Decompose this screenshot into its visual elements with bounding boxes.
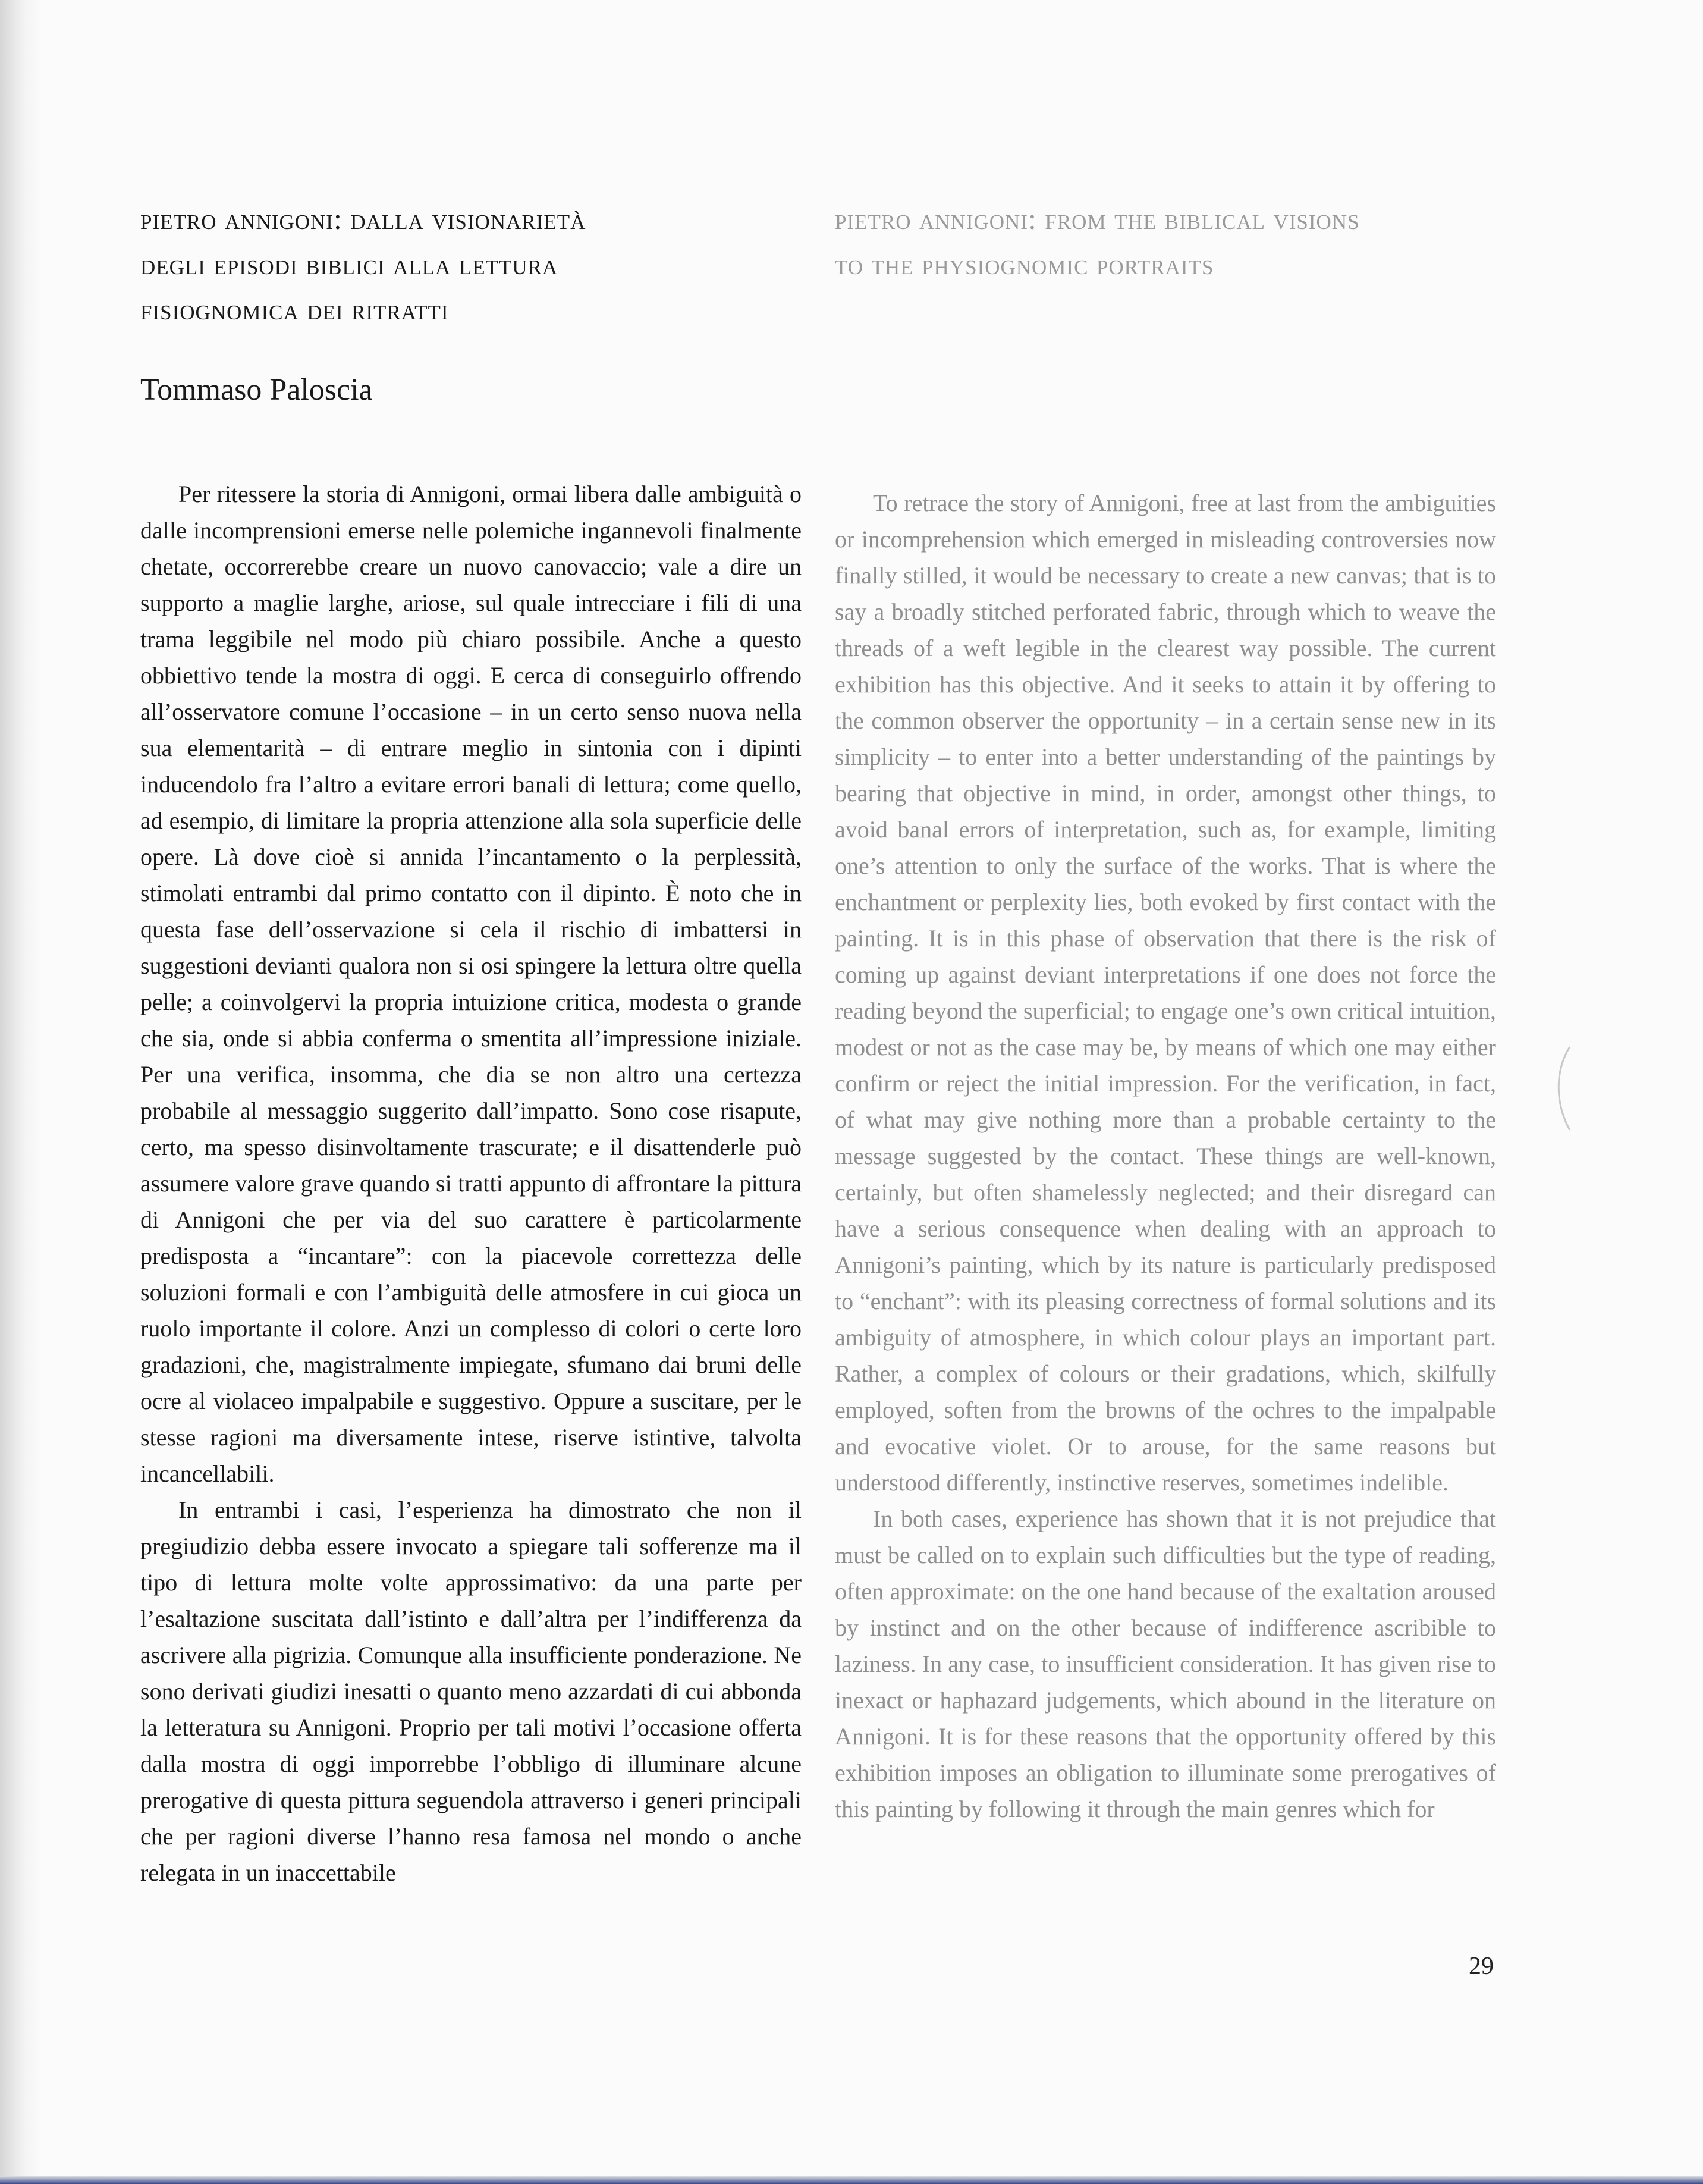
italian-title bbox=[140, 196, 802, 332]
english-body bbox=[835, 485, 1496, 1827]
english-paragraph: To retrace the story of Annigoni, free at last from the ambiguities or incomprehension which emerged in misleading controversies now finally stilled, it would be necessary to create a new canvas; that is to say a broadly stitched perforated fabric, through which to weave the threads of a weft legible in the clearest way possible. The current exhibition has this objective. And it seeks to attain it by offering to the common observer the opportunity – in a certain sense new in its simplicity – to enter into a better understanding of the paintings by bearing that objective in mind, in order, amongst other things, to avoid banal errors of interpretation, such as, for example, limiting one’s attention to only the surface of the works. That is where the enchantment or perplexity lies, both evoked by first contact with the painting. It is in this phase of observation that there is the risk of coming up against deviant interpretations if one does not force the reading beyond the superficial; to engage one’s own critical intuition, modest or not as the case may be, by means of which one may either confirm or reject the initial impression. For the verification, in fact, of what may give nothing more than a probable certainty to the message suggested by the contact. These things are well-known, certainly, but often shamelessly neglected; and their disregard can have a serious consequence when dealing with an approach to Annigoni’s painting, which by its nature is particularly predisposed to “enchant”: with its pleasing correctness of formal solutions and its ambiguity of atmosphere, in which colour plays an important part. Rather, a complex of colours or their gradations, which, skilfully employed, soften from the browns of the ochres to the impalpable and evocative violet. Or to arouse, for the same reasons but understood differently, instinctive reserves, sometimes indelible. bbox=[835, 489, 1496, 1496]
page-curl-mark bbox=[1552, 1044, 1576, 1133]
italian-column bbox=[140, 196, 802, 1886]
english-title bbox=[835, 196, 1496, 287]
page-gutter-shadow bbox=[0, 0, 42, 2184]
page-number: 29 bbox=[1469, 1953, 1494, 1980]
page-bottom-edge bbox=[0, 2176, 1703, 2184]
italian-paragraph: Per ritessere la storia di Annigoni, ormai libera dalle ambiguità o dalle incomprensioni emerse nelle polemiche ingannevoli finalmente chetate, occorrerebbe creare un nuovo canovaccio; vale a dire un supporto a maglie larghe, ariose, sul quale intrecciare i fili di una trama leggibile nel modo più chiaro possibile. Anche a questo obbiettivo tende la mostra di oggi. E cerca di conseguirlo offrendo all’osservatore comune l’occasione – in un certo senso nuova nella sua elementarità – di entrare meglio in sintonia con i dipinti inducendolo fra l’altro a evitare errori banali di lettura; come quello, ad esempio, di limitare la propria attenzione alla sola superficie delle opere. Là dove cioè si annida l’incantamento o la perplessità, stimolati entrambi dal primo contatto con il dipinto. È noto che in questa fase dell’osservazione si cela il rischio di imbattersi in suggestioni devianti qualora non si osi spingere la lettura oltre quella pelle; a coinvolgervi la propria intuizione critica, modesta o grande che sia, onde si abbia conferma o smentita all’impressione iniziale. Per una verifica, insomma, che dia se non altro una certezza probabile al messaggio suggerito dall’impatto. Sono cose risapute, certo, ma spesso disinvoltamente trascurate; e il disattenderle può assumere valore grave quando si tratti appunto di affrontare la pittura di Annigoni che per via del suo carattere è particolarmente predisposta a “incantare”: con la piacevole correttezza delle soluzioni formali e con l’ambiguità delle atmosfere in cui gioca un ruolo importante il colore. Anzi un complesso di colori o certe loro gradazioni, che, magistralmente impiegate, sfumano dai bruni delle ocre al violaceo impalpabile e suggestivo. Oppure a suscitare, per le stesse ragioni ma diversamente intese, riserve istintive, talvolta incancellabili. bbox=[140, 481, 802, 1487]
english-paragraph: In both cases, experience has shown that it is not prejudice that must be called on to explain such difficulties but the type of reading, often approximate: on the one hand because of the exaltation aroused by instinct and on the other because of indifference ascribible to laziness. In any case, to insufficient consideration. It has given rise to inexact or haphazard judgements, which abound in the literature on Annigoni. It is for these reasons that the opportunity offered by this exhibition imposes an obligation to illuminate some prerogatives of this painting by following it through the main genres which for bbox=[835, 1505, 1496, 1822]
italian-title-line: degli episodi biblici alla lettura bbox=[140, 247, 558, 281]
english-title-line: to the physiognomic portraits bbox=[835, 247, 1214, 281]
italian-body bbox=[140, 476, 802, 1891]
english-column bbox=[835, 196, 1496, 1822]
author-name: Tommaso Paloscia bbox=[140, 373, 373, 407]
english-title-line: pietro annigoni: from the biblical visions bbox=[835, 202, 1360, 236]
italian-title-line: pietro annigoni: dalla visionarietà bbox=[140, 202, 586, 236]
italian-title-line: fisiognomica dei ritratti bbox=[140, 293, 449, 326]
italian-paragraph: In entrambi i casi, l’esperienza ha dimostrato che non il pregiudizio debba essere invocato a spiegare tali sofferenze ma il tipo di lettura molte volte approssimativo: da una parte per l’esaltazione suscitata dall’istinto e dall’altra per l’indifferenza da ascrivere alla pigrizia. Comunque alla insufficiente ponderazione. Ne sono derivati giudizi inesatti o quanto meno azzardati di cui abbonda la letteratura su Annigoni. Proprio per tali motivi l’occasione offerta dalla mostra di oggi imporrebbe l’obbligo di illuminare alcune prerogative di questa pittura seguendola attraverso i generi principali che per ragioni diverse l’hanno resa famosa nel mondo o anche relegata in un inaccettabile bbox=[140, 1496, 802, 1886]
